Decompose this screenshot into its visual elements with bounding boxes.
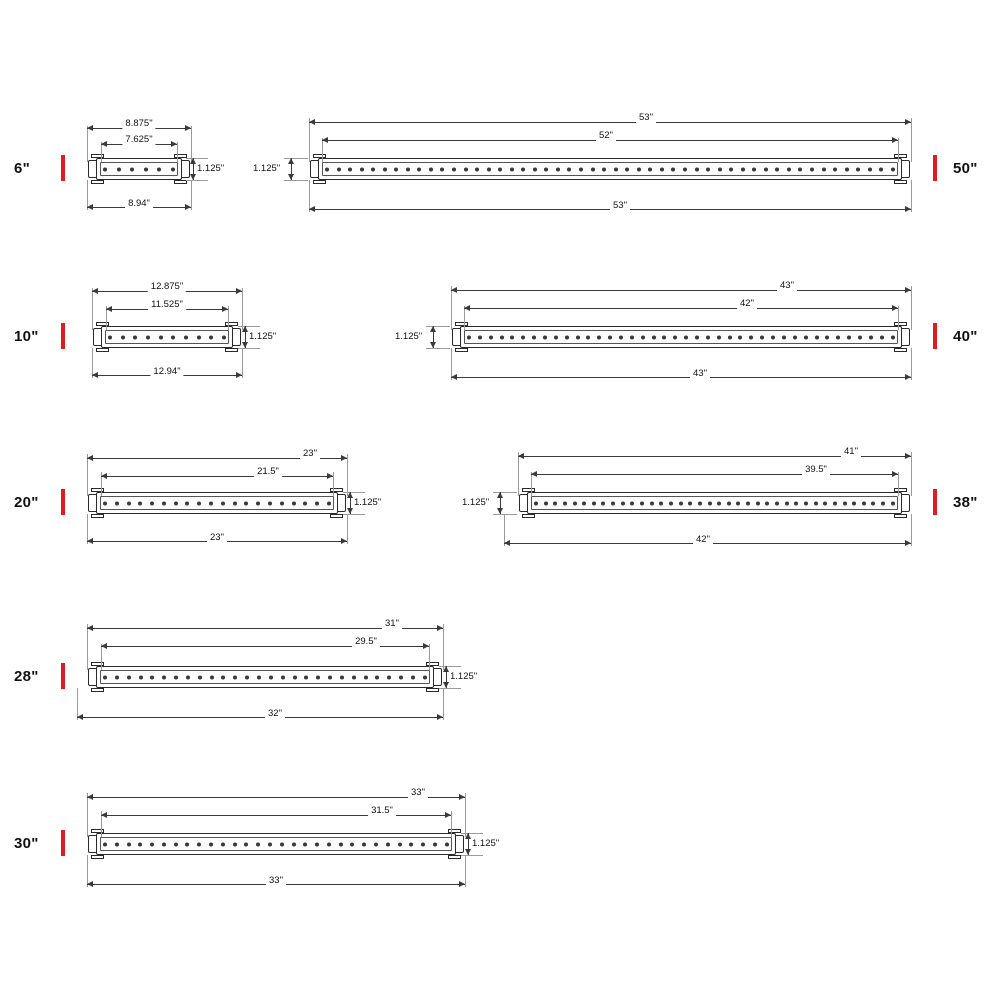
dim-text-50in-top-inner: 52" — [596, 130, 616, 141]
size-label-6in: 6" — [14, 160, 31, 177]
mount-foot-br-40in — [894, 348, 907, 352]
mount-foot-tr-38in — [894, 488, 907, 492]
led-row-30in — [103, 841, 449, 848]
end-cap-right-50in — [901, 160, 910, 178]
mount-foot-tl-50in — [313, 154, 326, 158]
dim-text-10in-height: 1.125" — [249, 331, 277, 342]
mount-foot-tl-6in — [91, 154, 104, 158]
mount-foot-br-28in — [426, 688, 439, 692]
end-cap-left-6in — [88, 160, 97, 178]
mount-foot-tl-30in — [91, 829, 104, 833]
size-accent-bar-20in — [61, 489, 65, 515]
dim-text-6in-top-inner: 7.625" — [122, 134, 155, 145]
size-accent-bar-38in — [933, 489, 937, 515]
mount-foot-tr-40in — [894, 322, 907, 326]
light-bar-body-50in — [318, 158, 902, 180]
dim-text-6in-top-outer: 8.875" — [122, 118, 155, 129]
size-accent-bar-40in — [933, 323, 937, 349]
led-row-20in — [103, 500, 331, 507]
led-row-50in — [325, 166, 895, 173]
dim-text-40in-bottom: 43" — [690, 368, 710, 379]
dim-text-30in-top-inner: 31.5" — [368, 805, 396, 816]
mount-foot-br-50in — [894, 180, 907, 184]
dim-text-6in-height: 1.125" — [197, 163, 225, 174]
dim-line-38in-top-inner — [531, 474, 898, 475]
dim-text-28in-bottom: 32" — [265, 708, 285, 719]
mount-foot-tr-28in — [426, 662, 439, 666]
end-cap-left-38in — [519, 494, 528, 512]
size-accent-bar-28in — [61, 663, 65, 689]
dim-text-50in-bottom: 53" — [610, 200, 630, 211]
mount-foot-bl-40in — [455, 348, 468, 352]
mount-foot-tr-50in — [894, 154, 907, 158]
end-cap-left-20in — [88, 494, 97, 512]
led-row-6in — [103, 166, 175, 173]
dim-text-10in-top-outer: 12.875" — [148, 281, 186, 292]
mount-foot-bl-28in — [91, 688, 104, 692]
dim-line-50in-top-outer — [309, 122, 911, 123]
dim-text-30in-top-outer: 33" — [408, 787, 428, 798]
light-bar-body-6in — [96, 158, 182, 180]
dim-line-30in-top-inner — [101, 815, 451, 816]
dim-text-38in-top-inner: 39.5" — [802, 464, 830, 475]
dim-line-38in-height — [500, 492, 501, 514]
mount-foot-bl-20in — [91, 514, 104, 518]
end-cap-right-10in — [232, 328, 241, 346]
led-row-28in — [103, 674, 427, 681]
dim-line-10in-height — [245, 326, 246, 348]
dim-line-40in-top-inner — [464, 308, 898, 309]
dim-line-20in-top-inner — [101, 476, 333, 477]
dim-line-40in-bottom — [451, 377, 911, 378]
mount-foot-bl-6in — [91, 180, 104, 184]
dim-text-20in-bottom: 23" — [207, 532, 227, 543]
dim-text-38in-bottom: 42" — [693, 534, 713, 545]
mount-foot-br-10in — [225, 348, 238, 352]
dim-text-40in-height: 1.125" — [395, 331, 423, 342]
light-bar-body-10in — [101, 326, 233, 348]
dim-text-28in-top-outer: 31" — [382, 618, 402, 629]
dim-line-28in-height — [446, 666, 447, 688]
mount-foot-br-38in — [894, 514, 907, 518]
end-cap-right-30in — [455, 835, 464, 853]
size-accent-bar-10in — [61, 323, 65, 349]
dim-text-38in-top-outer: 41" — [841, 446, 861, 457]
size-label-20in: 20" — [14, 494, 39, 511]
size-label-28in: 28" — [14, 668, 39, 685]
mount-foot-tr-20in — [330, 488, 343, 492]
mount-foot-bl-50in — [313, 180, 326, 184]
light-bar-body-40in — [460, 326, 902, 348]
light-bar-body-20in — [96, 492, 338, 514]
mount-foot-br-20in — [330, 514, 343, 518]
dim-text-50in-top-outer: 53" — [636, 112, 656, 123]
dim-line-6in-height — [193, 158, 194, 180]
mount-foot-tr-30in — [448, 829, 461, 833]
dim-text-30in-height: 1.125" — [472, 838, 500, 849]
dim-line-28in-bottom — [77, 717, 443, 718]
end-cap-right-40in — [901, 328, 910, 346]
dim-text-20in-top-outer: 23" — [300, 448, 320, 459]
end-cap-right-20in — [337, 494, 346, 512]
dim-text-50in-height: 1.125" — [253, 163, 281, 174]
end-cap-left-30in — [88, 835, 97, 853]
end-cap-right-28in — [433, 668, 442, 686]
mount-foot-tl-38in — [522, 488, 535, 492]
size-accent-bar-6in — [61, 155, 65, 181]
mount-foot-tr-10in — [225, 322, 238, 326]
size-label-30in: 30" — [14, 835, 39, 852]
dim-text-40in-top-inner: 42" — [737, 298, 757, 309]
end-cap-left-50in — [310, 160, 319, 178]
led-row-40in — [467, 334, 895, 341]
dim-line-40in-top-outer — [451, 290, 911, 291]
dim-line-30in-height — [468, 833, 469, 855]
mount-foot-bl-30in — [91, 855, 104, 859]
light-bar-body-28in — [96, 666, 434, 688]
dim-text-28in-top-inner: 29.5" — [352, 636, 380, 647]
dim-text-20in-height: 1.125" — [354, 497, 382, 508]
size-accent-bar-30in — [61, 830, 65, 856]
dim-line-20in-height — [350, 492, 351, 514]
end-cap-left-28in — [88, 668, 97, 686]
mount-foot-tl-20in — [91, 488, 104, 492]
mount-foot-tl-28in — [91, 662, 104, 666]
dim-text-30in-bottom: 33" — [266, 875, 286, 886]
light-bar-body-38in — [527, 492, 902, 514]
dim-text-28in-height: 1.125" — [450, 671, 478, 682]
dim-text-40in-top-outer: 43" — [777, 280, 797, 291]
led-row-38in — [534, 500, 895, 507]
dim-text-38in-height: 1.125" — [462, 497, 490, 508]
size-accent-bar-50in — [933, 155, 937, 181]
mount-foot-br-30in — [448, 855, 461, 859]
size-label-38in: 38" — [953, 494, 978, 511]
mount-foot-bl-10in — [96, 348, 109, 352]
dim-text-10in-top-inner: 11.525" — [148, 299, 186, 310]
end-cap-left-10in — [93, 328, 102, 346]
end-cap-right-38in — [901, 494, 910, 512]
size-label-40in: 40" — [953, 328, 978, 345]
end-cap-left-40in — [452, 328, 461, 346]
end-cap-right-6in — [181, 160, 190, 178]
size-label-10in: 10" — [14, 328, 39, 345]
mount-foot-tl-40in — [455, 322, 468, 326]
dim-text-10in-bottom: 12.94" — [150, 366, 183, 377]
dim-line-50in-height — [291, 158, 292, 180]
led-row-10in — [108, 334, 226, 341]
size-label-50in: 50" — [953, 160, 978, 177]
mount-foot-bl-38in — [522, 514, 535, 518]
mount-foot-tl-10in — [96, 322, 109, 326]
light-bar-body-30in — [96, 833, 456, 855]
dim-line-40in-height — [433, 326, 434, 348]
dim-text-6in-bottom: 8.94" — [125, 198, 153, 209]
dim-text-20in-top-inner: 21.5" — [254, 466, 282, 477]
